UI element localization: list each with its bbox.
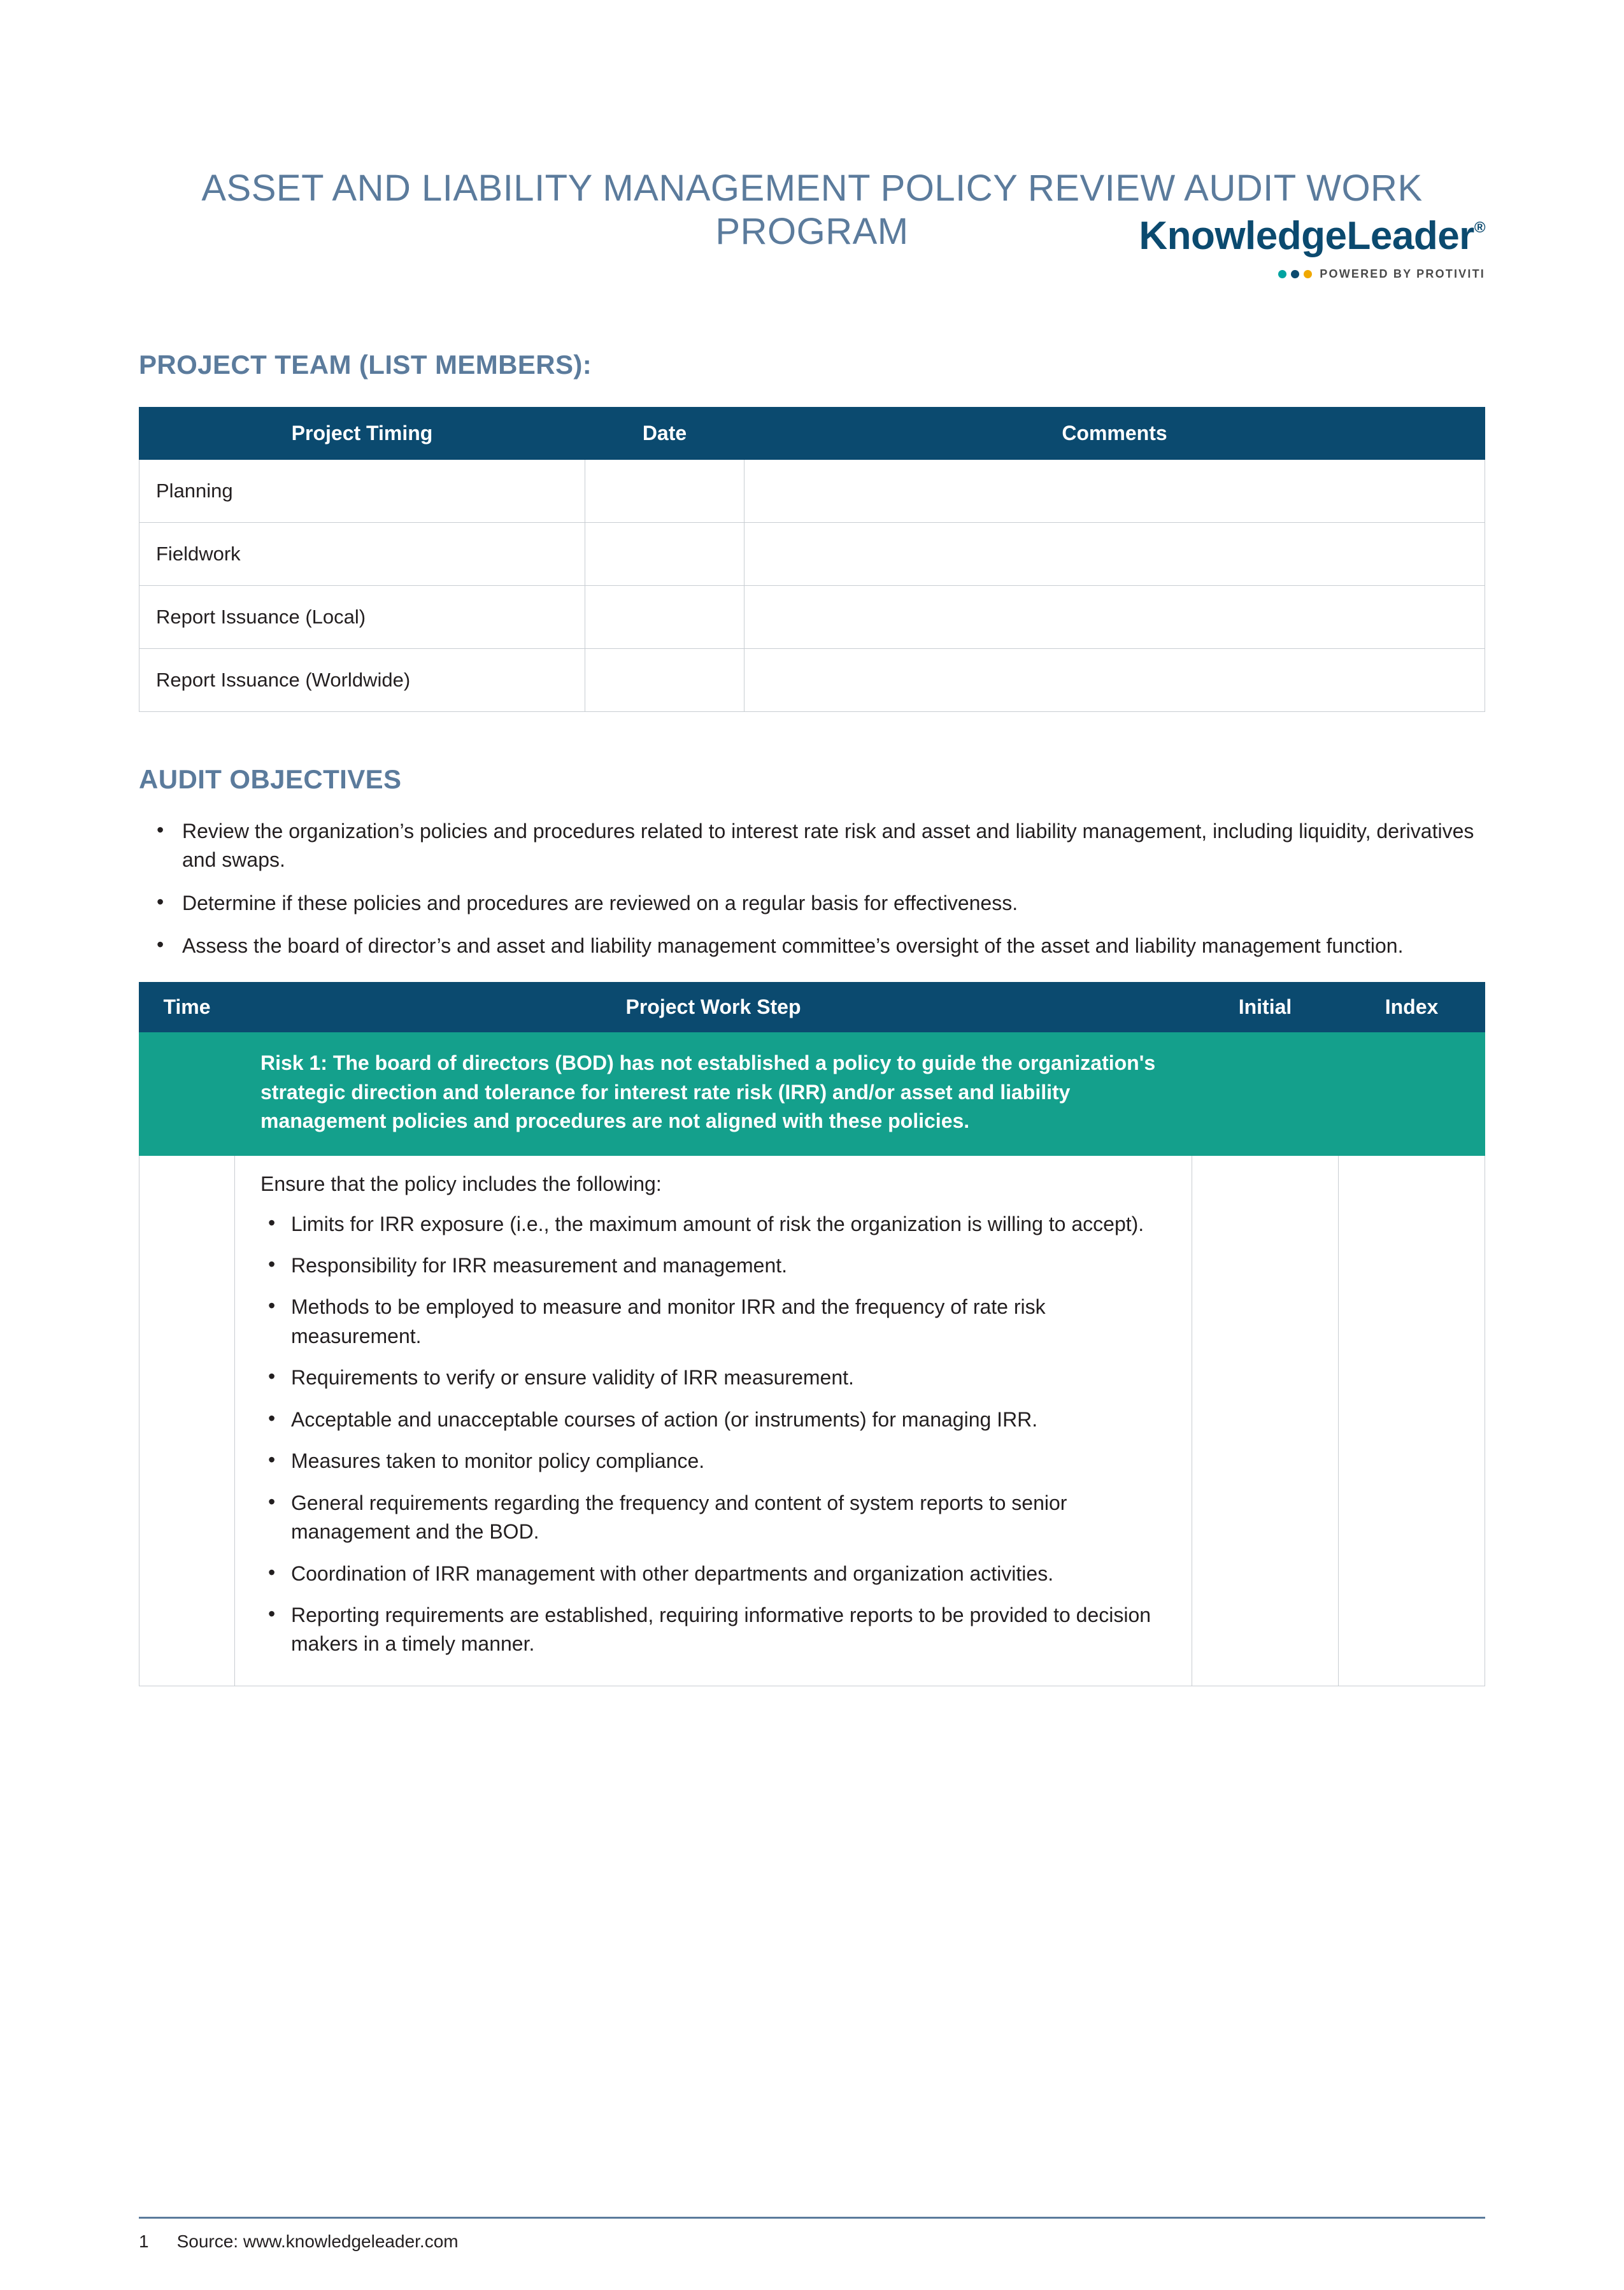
cell-timing: Report Issuance (Worldwide) [139,648,585,711]
column-header-initial: Initial [1192,983,1339,1032]
list-item: • Reporting requirements are established, requiring informative reports to be provided to decision makers in a timely manner. [252,1601,1175,1659]
brand-dots-icon [1278,270,1312,278]
cell-index[interactable] [1339,1032,1485,1155]
work-step-intro: Ensure that the policy includes the following: [260,1172,662,1195]
table-row [139,585,1485,648]
cell-initial[interactable] [1192,1032,1339,1155]
page-title: ASSET AND LIABILITY MANAGEMENT POLICY REVIEW AUDIT WORK PROGRAM [201,167,1423,253]
cell-date[interactable] [585,648,744,711]
cell-date[interactable] [585,585,744,648]
work-step-row [139,1155,1485,1686]
column-header-time: Time [139,983,235,1032]
project-timing-table [139,407,1485,712]
cell-timing: Fieldwork [139,522,585,585]
table-header-row [139,407,1485,459]
project-team-heading: PROJECT TEAM (LIST MEMBERS): [139,349,592,380]
table-row [139,648,1485,711]
registered-mark-icon: ® [1474,219,1485,236]
cell-time[interactable] [139,1032,235,1155]
list-item: • Coordination of IRR management with other departments and organization activities. [252,1560,1175,1588]
column-header-index: Index [1339,983,1485,1032]
cell-comments[interactable] [744,585,1485,648]
cell-time[interactable] [139,1155,235,1686]
brand-logo [1139,214,1485,281]
audit-objectives-list [139,817,1485,961]
table-row [139,522,1485,585]
cell-comments[interactable] [744,648,1485,711]
document-page [0,167,1624,2290]
cell-comments[interactable] [744,459,1485,522]
work-step-bullets [252,1210,1175,1659]
list-item: • Requirements to verify or ensure validity of IRR measurement. [252,1363,1175,1392]
column-header-project-timing: Project Timing [139,407,585,459]
page-footer [139,2217,1485,2252]
cell-work-step [235,1155,1192,1686]
column-header-comments: Comments [744,407,1485,459]
footer-source: Source: www.knowledgeleader.com [176,2231,459,2251]
footer-divider [139,2217,1485,2219]
cell-date[interactable] [585,522,744,585]
cell-timing: Report Issuance (Local) [139,585,585,648]
column-header-date: Date [585,407,744,459]
page-number: 1 [139,2231,149,2251]
brand-name [1139,214,1485,258]
list-item: • Limits for IRR exposure (i.e., the maximum amount of risk the organization is willing to accept). [252,1210,1175,1239]
footer-content [139,2231,1485,2252]
audit-objectives-heading: AUDIT OBJECTIVES [139,764,402,794]
cell-initial[interactable] [1192,1155,1339,1686]
list-item: • Methods to be employed to measure and monitor IRR and the frequency of rate risk measurement. [252,1293,1175,1351]
table-row [139,459,1485,522]
work-program-table [139,982,1485,1686]
list-item: • Measures taken to monitor policy compliance. [252,1447,1175,1476]
brand-tagline: POWERED BY PROTIVITI [1320,267,1485,280]
column-header-project-work-step: Project Work Step [235,983,1192,1032]
list-item: • Determine if these policies and procedures are reviewed on a regular basis for effectiveness. [139,889,1485,918]
list-item: • Assess the board of director’s and asset and liability management committee’s oversight of the asset and liability management function. [139,932,1485,960]
list-item: • Acceptable and unacceptable courses of action (or instruments) for managing IRR. [252,1405,1175,1434]
list-item: • Responsibility for IRR measurement and management. [252,1251,1175,1280]
cell-timing: Planning [139,459,585,522]
brand-tagline-row [1139,267,1485,281]
list-item: • General requirements regarding the frequency and content of system reports to senior management and the BOD. [252,1489,1175,1547]
cell-date[interactable] [585,459,744,522]
table-header-row [139,983,1485,1032]
brand-name-text: KnowledgeLeader [1139,214,1474,258]
cell-risk-text: Risk 1: The board of directors (BOD) has not established a policy to guide the organization's strategic direction and tolerance for interest rate risk (IRR) and/or asset and liability management policies and procedures are not aligned with these policies. [235,1032,1192,1155]
risk-statement-row [139,1032,1485,1155]
cell-comments[interactable] [744,522,1485,585]
list-item: • Review the organization’s policies and procedures related to interest rate risk and asset and liability management, including liquidity, derivatives and swaps. [139,817,1485,875]
cell-index[interactable] [1339,1155,1485,1686]
